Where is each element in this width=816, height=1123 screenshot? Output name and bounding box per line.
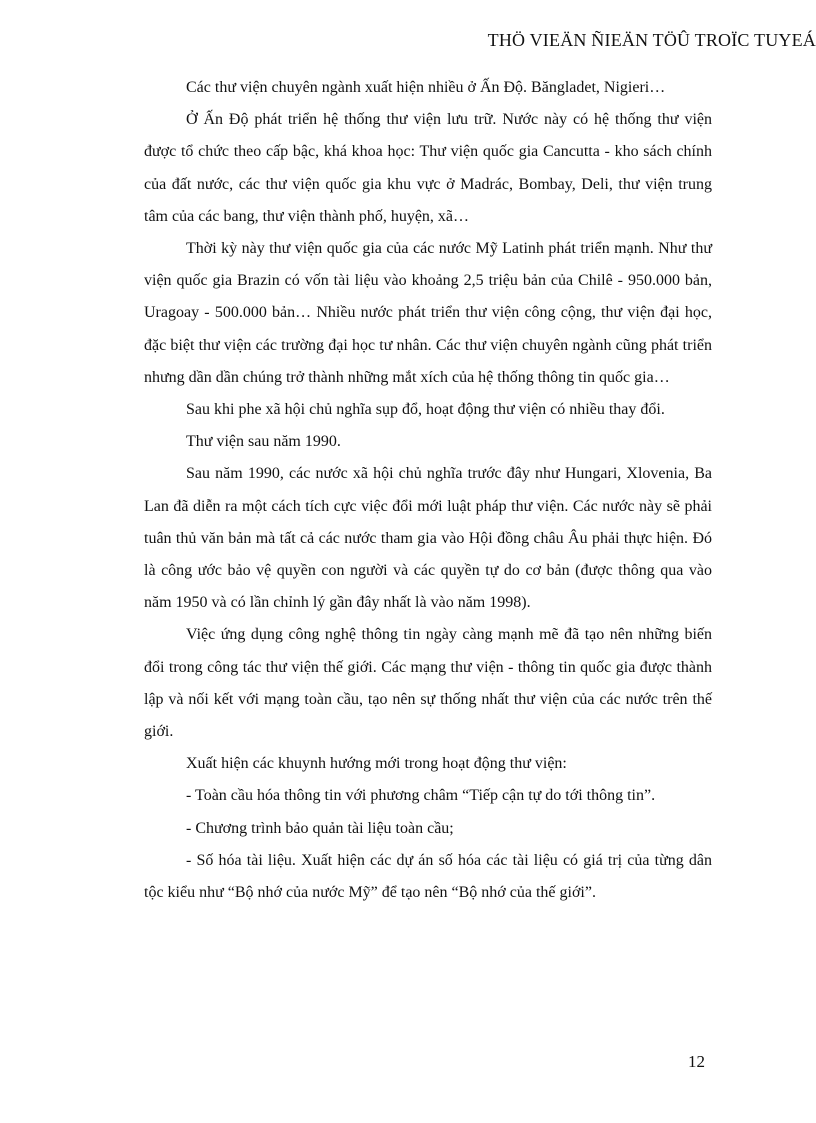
paragraph-libraries-india-specialized: Các thư viện chuyên ngành xuất hiện nhiều ở Ấn Độ. Băngladet, Nigieri… [186, 79, 666, 96]
paragraph-latin-america: Thời kỳ này thư viện quốc gia của các nước Mỹ Latinh phát triển mạnh. Như thư viện quốc gia Brazin có vốn tài liệu vào khoảng 2,5 triệu bản của Chilê - 950.000 bản, Uragoay - 500.000 bản… Nhiều nước phát triển thư viện công cộng, thư viện đại học, đặc biệt thư viện các trường đại học tư nhân. Các thư viện chuyên ngành cũng phát triển nhưng dần dần chúng trở thành những mắt xích của hệ thống thông tin quốc gia… [144, 240, 712, 386]
list-item-globalization: - Toàn cầu hóa thông tin với phương châm “Tiếp cận tự do tới thông tin”. [186, 787, 656, 805]
paragraph-new-trends-intro: Xuất hiện các khuynh hướng mới trong hoạt động thư viện: [186, 755, 567, 773]
paragraph-socialist-collapse: Sau khi phe xã hội chủ nghĩa sụp đổ, hoạt động thư viện có nhiều thay đổi. [186, 401, 665, 419]
list-item-digitization: - Số hóa tài liệu. Xuất hiện các dự án số hóa các tài liệu có giá trị của từng dân tộc kiểu như “Bộ nhớ của nước Mỹ” để tạo nên “Bộ nhớ của thế giới”. [144, 851, 712, 902]
paragraph-it-application: Việc ứng dụng công nghệ thông tin ngày càng mạnh mẽ đã tạo nên những biến đổi trong công tác thư viện thế giới. Các mạng thư viện - thông tin quốc gia được thành lập và nối kết với mạng toàn cầu, tạo nên sự thống nhất thư viện của các nước trên thế giới. [144, 626, 712, 741]
paragraph-india-archive-system: Ở Ấn Độ phát triển hệ thống thư viện lưu trữ. Nước này có hệ thống thư viện được tổ chức theo cấp bậc, khá khoa học: Thư viện quốc gia Cancutta - kho sách chính của đất nước, các thư viện quốc gia khu vực ở Madrác, Bombay, Deli, thư viện trung tâm của các bang, thư viện thành phố, huyện, xã… [144, 111, 712, 225]
paragraph-after-1990-law-reform: Sau năm 1990, các nước xã hội chủ nghĩa trước đây như Hungari, Xlovenia, Ba Lan đã diễn ra một cách tích cực việc đổi mới luật pháp thư viện. Các nước này sẽ phải tuân thủ văn bản mà tất cả các nước tham gia vào Hội đồng châu Âu phải thực hiện. Đó là công ước bảo vệ quyền con người và các quyền tự do cơ bản (được thông qua vào năm 1950 và có lần chỉnh lý gần đây nhất là vào năm 1998). [144, 465, 712, 612]
page-body [144, 72, 712, 909]
running-header: THÖ VIEÄN ÑIEÄN TÖÛ TROÏC TUYEÁ [487, 30, 816, 50]
section-heading-after-1990: Thư viện sau năm 1990. [186, 433, 341, 451]
list-item-preservation: - Chương trình bảo quản tài liệu toàn cầu; [186, 819, 454, 837]
page-number: 12 [688, 1052, 705, 1071]
